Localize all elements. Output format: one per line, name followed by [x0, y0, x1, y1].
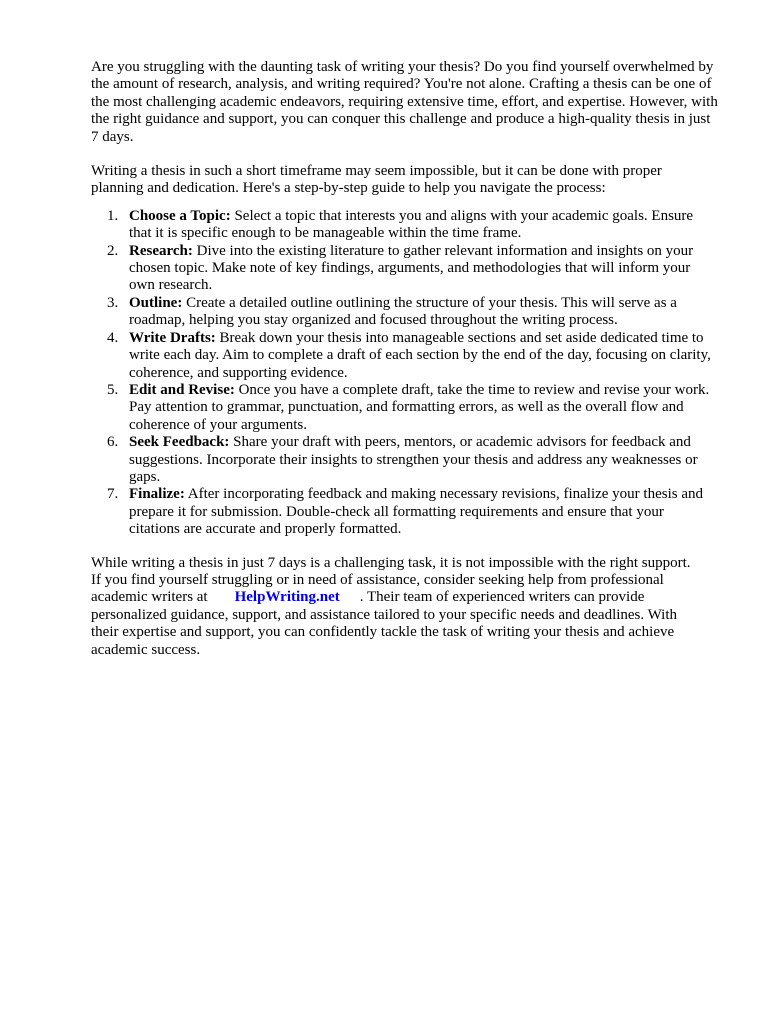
step-text: After incorporating feedback and making necessary revisions, finalize your thesis and prepare it for submission. Double-check all formatting requirements and ensure that your citations are accurate and properly formatted.	[129, 486, 704, 538]
step-number: 6.	[107, 434, 119, 451]
intro-paragraph: Are you struggling with the daunting task of writing your thesis? Do you find yourself overwhelmed by the amount of research, analysis, and writing required? You're not alone. Crafting a thesis can be one of the most challenging academic endeavors, requiring extensive time, effort, and expertise. However, with the right guidance and support, you can conquer this challenge and produce a high-quality thesis in just 7 days.	[91, 59, 718, 145]
closing-paragraph	[91, 555, 718, 659]
closing-line: While writing a thesis in just 7 days is a challenging task, it is not impossible with the right support.	[91, 554, 691, 571]
step-number: 7.	[107, 486, 119, 503]
closing-line: their expertise and support, you can confidently tackle the task of writing your thesis and achieve	[91, 624, 675, 641]
step-title: Write Drafts:	[129, 329, 216, 346]
step-title: Outline:	[129, 294, 183, 311]
step-number: 3.	[107, 294, 119, 311]
list-item	[107, 434, 718, 486]
closing-link-line	[91, 589, 718, 606]
step-title: Choose a Topic:	[129, 207, 231, 224]
step-title: Seek Feedback:	[129, 434, 230, 451]
link-lead-text: academic writers at	[91, 589, 208, 606]
list-item	[107, 329, 718, 382]
step-number: 2.	[107, 242, 119, 259]
step-title: Edit and Revise:	[129, 381, 235, 398]
step-number: 1.	[107, 207, 119, 224]
closing-line: personalized guidance, support, and assistance tailored to your specific needs and deadlines. With	[91, 606, 678, 623]
link-trail-text: . Their team of experienced writers can provide	[359, 589, 645, 606]
step-text: Once you have a complete draft, take the time to review and revise your work. Pay attention to grammar, punctuation, and formatting errors, as well as the overall flow and coherence of your arguments.	[129, 381, 710, 433]
list-item	[107, 486, 718, 538]
list-item	[107, 242, 718, 295]
step-number: 5.	[107, 381, 119, 398]
step-title: Research:	[129, 242, 193, 259]
step-title: Finalize:	[129, 486, 185, 503]
step-text: Share your draft with peers, mentors, or academic advisors for feedback and suggestions. Incorporate their insights to strengthen your thesis and address any weaknesses or gaps.	[129, 434, 698, 485]
list-item	[107, 207, 718, 243]
steps-list	[91, 208, 718, 539]
guide-intro-paragraph: Writing a thesis in such a short timeframe may seem impossible, but it can be done with proper planning and dedication. Here's a step-by-step guide to help you navigate the process:	[91, 163, 662, 197]
step-number: 4.	[107, 329, 119, 346]
step-text: Dive into the existing literature to gather relevant information and insights on your chosen topic. Make note of key findings, arguments, and methodologies that will inform your own research.	[129, 242, 694, 294]
list-item	[107, 294, 718, 330]
helpwriting-link[interactable]: HelpWriting.net	[234, 589, 340, 606]
list-item	[107, 381, 718, 434]
closing-line: If you find yourself struggling or in need of assistance, consider seeking help from professional	[91, 571, 664, 588]
step-text: Break down your thesis into manageable sections and set aside dedicated time to write each day. Aim to complete a draft of each section by the end of the day, focusing on clarity, coherence, and supporting evidence.	[129, 329, 711, 381]
document-page	[91, 59, 718, 659]
step-text: Create a detailed outline outlining the structure of your thesis. This will serve as a roadmap, helping you stay organized and focused throughout the writing process.	[129, 294, 677, 329]
step-text: Select a topic that interests you and aligns with your academic goals. Ensure that it is specific enough to be manageable within the time frame.	[129, 207, 694, 242]
closing-line: academic success.	[91, 641, 201, 658]
